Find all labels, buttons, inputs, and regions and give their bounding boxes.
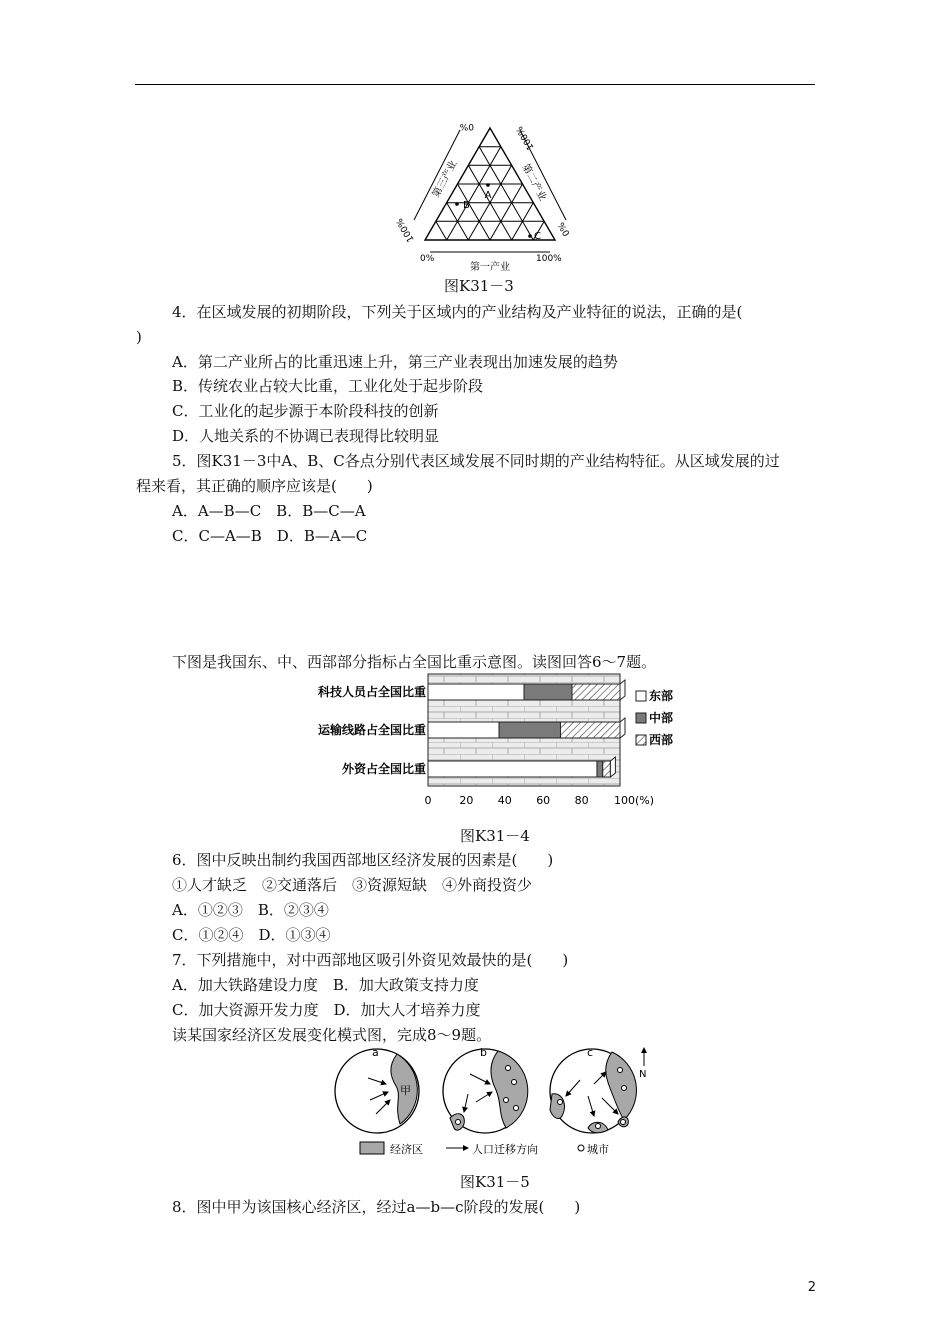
q4-option-b: B．传统农业占较大比重，工业化处于起步阶段 xyxy=(172,377,484,395)
q8-stem: 8．图中甲为该国核心经济区，经过a—b—c阶段的发展( ) xyxy=(172,1198,581,1216)
bar-3-3 xyxy=(603,761,611,777)
legend-swatch-2 xyxy=(636,713,646,723)
tertiary-axis-label: 第三产业 xyxy=(430,158,460,200)
page-number: 2 xyxy=(807,1280,816,1295)
q7-options-cd: C．加大资源开发力度 D．加大人才培养力度 xyxy=(172,1001,481,1019)
bar-1-1 xyxy=(428,684,524,700)
figure-caption-k31-3: 图K31－3 xyxy=(444,277,514,295)
header-rule xyxy=(135,84,815,85)
q4-option-a: A．第二产业所占的比重迅速上升，第三产业表现出加速发展的趋势 xyxy=(172,353,618,371)
q5-options-ab: A．A—B—C B．B—C—A xyxy=(172,502,366,520)
north-label: N xyxy=(639,1069,647,1080)
q6-items: ①人才缺乏 ②交通落后 ③资源短缺 ④外商投资少 xyxy=(172,876,533,894)
x-tick-label: 40 xyxy=(497,794,512,807)
economic-zone-model-diagram xyxy=(330,1044,660,1162)
stage-a-label: a xyxy=(372,1046,379,1059)
category-label-1: 科技人员占全国比重 xyxy=(317,685,426,699)
point-b-label: B xyxy=(463,200,470,211)
stage-b-label: b xyxy=(480,1046,487,1059)
legend-arrow-label: 人口迁移方向 xyxy=(472,1143,538,1156)
stage-c-circle xyxy=(550,1049,636,1133)
x-tick-label: 80 xyxy=(574,794,589,807)
q5-stem: 5．图K31－3中A、B、C各点分别代表区域发展不同时期的产业结构特征。从区域发展的过 xyxy=(172,452,780,470)
bar-3-2 xyxy=(597,761,603,777)
q4-option-d: D．人地关系的不协调已表现得比较明显 xyxy=(172,427,440,445)
tertiary-bottom-tick: 100% xyxy=(395,216,417,244)
x-tick-label: 100(%) xyxy=(613,794,655,807)
figure-caption-k31-4: 图K31－4 xyxy=(460,827,530,845)
x-tick-label: 0 xyxy=(424,794,432,807)
primary-left-tick: 0% xyxy=(420,254,435,264)
legend-zone-swatch xyxy=(360,1142,384,1154)
q4-stem-cont: ) xyxy=(136,328,142,346)
core-zone-label: 甲 xyxy=(400,1084,411,1097)
x-tick-label: 20 xyxy=(459,794,474,807)
stacked-bar-chart xyxy=(300,670,680,810)
bar-2-3 xyxy=(560,722,620,738)
point-c-dot xyxy=(528,234,532,238)
intro-q8-q9: 读某国家经济区发展变化模式图，完成8～9题。 xyxy=(172,1026,492,1044)
intro-q6-q7: 下图是我国东、中、西部部分指标占全国比重示意图。读图回答6～7题。 xyxy=(172,653,657,671)
legend-zone-label: 经济区 xyxy=(390,1143,423,1156)
bar-side-3 xyxy=(610,757,615,777)
stage-c-label: c xyxy=(587,1046,594,1059)
legend-city-icon xyxy=(578,1145,584,1151)
q7-stem: 7．下列措施中，对中西部地区吸引外资见效最快的是( ) xyxy=(172,951,569,969)
point-c-label: C xyxy=(534,231,541,242)
figure-caption-k31-5: 图K31－5 xyxy=(460,1173,530,1191)
secondary-bottom-tick: 0% xyxy=(556,220,573,238)
q5-stem-cont: 程来看，其正确的顺序应该是( ) xyxy=(136,477,373,495)
primary-axis-label: 第一产业 xyxy=(470,262,510,273)
bar-2-1 xyxy=(428,722,499,738)
legend-swatch-3 xyxy=(636,735,646,745)
ternary-diagram xyxy=(395,118,580,278)
x-tick-label: 60 xyxy=(536,794,551,807)
bar-2-2 xyxy=(499,722,560,738)
primary-right-tick: 100% xyxy=(536,254,562,264)
point-a-dot xyxy=(486,183,490,187)
tertiary-top-tick: 0% xyxy=(459,121,474,131)
stage-b-circle xyxy=(443,1049,528,1133)
bar-side-1 xyxy=(620,680,625,700)
secondary-top-tick: 100% xyxy=(515,124,537,152)
legend-label-2: 中部 xyxy=(649,711,674,725)
category-label-3: 外资占全国比重 xyxy=(341,762,426,776)
q5-options-cd: C．C—A—B D．B—A—C xyxy=(172,527,368,545)
q4-stem: 4．在区域发展的初期阶段，下列关于区域内的产业结构及产业特征的说法，正确的是( xyxy=(172,303,743,321)
point-a-label: A xyxy=(484,190,492,201)
legend-city-label: 城市 xyxy=(587,1143,609,1156)
bar-1-3 xyxy=(572,684,620,700)
category-label-2: 运输线路占全国比重 xyxy=(317,723,426,737)
legend-label-1: 东部 xyxy=(649,689,674,703)
q6-options-ab: A．①②③ B．②③④ xyxy=(172,901,329,919)
q6-stem: 6．图中反映出制约我国西部地区经济发展的因素是( ) xyxy=(172,851,554,869)
bar-side-2 xyxy=(620,718,625,738)
q7-options-ab: A．加大铁路建设力度 B．加大政策支持力度 xyxy=(172,976,479,994)
bar-1-2 xyxy=(524,684,572,700)
legend-label-3: 西部 xyxy=(649,733,674,747)
q4-option-c: C．工业化的起步源于本阶段科技的创新 xyxy=(172,402,439,420)
q6-options-cd: C．①②④ D．①③④ xyxy=(172,926,331,944)
point-b-dot xyxy=(455,202,459,206)
secondary-axis-label: 第二产业 xyxy=(519,162,548,203)
bar-3-1 xyxy=(428,761,597,777)
legend-swatch-1 xyxy=(636,691,646,701)
